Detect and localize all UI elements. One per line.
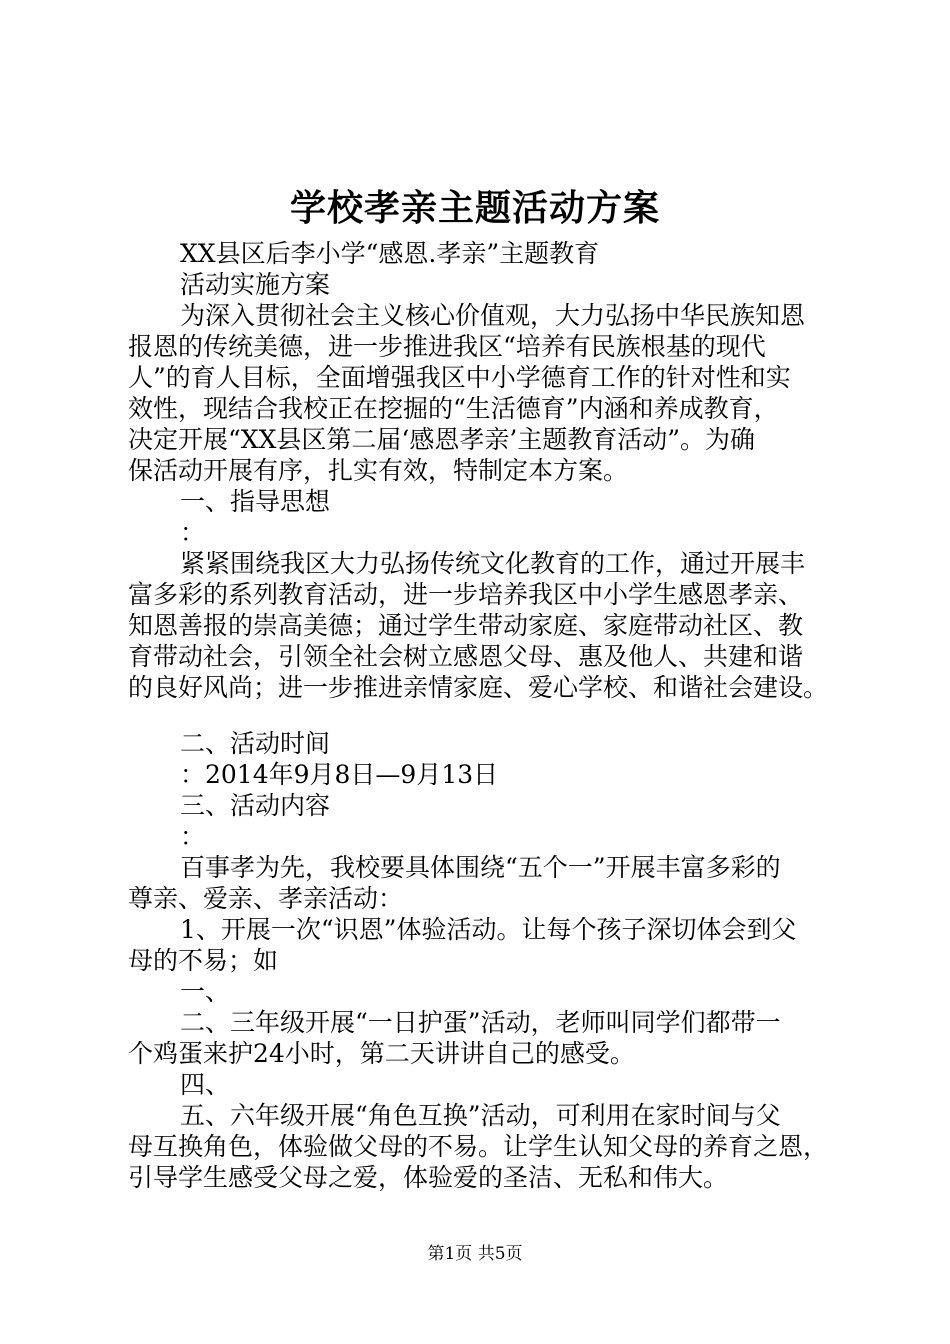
document-title: 学校孝亲主题活动方案	[289, 187, 660, 229]
body-line: ：	[180, 518, 206, 547]
body-line: 报恩的传统美德，进一步推进我区“培养有民族根基的现代	[128, 332, 766, 361]
body-line: 活动实施方案	[180, 270, 331, 299]
body-line: 四、	[180, 1070, 231, 1099]
body-line: 引导学生感受父母之爱，体验爱的圣洁、无私和伟大。	[128, 1163, 729, 1192]
body-line: 百事孝为先，我校要具体围绕“五个一”开展丰富多彩的	[180, 853, 781, 882]
body-line: ：2014年9月8日—9月13日	[180, 760, 499, 789]
body-line: 个鸡蛋来护24小时，第二天讲讲自己的感受。	[128, 1039, 635, 1068]
body-line: 五、六年级开展“角色互换”活动，可利用在家时间与父	[180, 1101, 781, 1130]
body-line: 1、开展一次“识恩”体验活动。让每个孩子深切体会到父	[180, 915, 797, 944]
body-line: 决定开展“XX县区第二届‘感恩孝亲’主题教育活动”。为确	[128, 425, 756, 454]
body-line: 效性，现结合我校正在挖掘的“生活德育”内涵和养成教育，	[128, 394, 779, 423]
body-line: 母的不易；如	[128, 946, 279, 975]
body-line: 保活动开展有序，扎实有效，特制定本方案。	[128, 456, 629, 485]
body-line: 母互换角色，体验做父母的不易。让学生认知父母的养育之恩，	[128, 1132, 829, 1161]
body-line: XX县区后李小学“感恩.孝亲”主题教育	[180, 239, 600, 268]
body-line: 的良好风尚；进一步推进亲情家庭、爱心学校、和谐社会建设。	[128, 673, 829, 702]
section-heading: 二、活动时间	[180, 729, 331, 758]
body-line: 二、三年级开展“一日护蛋”活动，老师叫同学们都带一	[180, 1008, 781, 1037]
body-line: ：	[180, 822, 206, 851]
section-heading: 一、指导思想	[180, 487, 331, 516]
body-line: 为深入贯彻社会主义核心价值观，大力弘扬中华民族知恩	[180, 301, 806, 330]
body-line: 紧紧围绕我区大力弘扬传统文化教育的工作，通过开展丰	[180, 549, 806, 578]
body-line: 一、	[180, 977, 231, 1006]
body-line: 知恩善报的崇高美德；通过学生带动家庭、家庭带动社区、教	[128, 611, 804, 640]
body-line: 人”的育人目标，全面增强我区中小学德育工作的针对性和实	[128, 363, 791, 392]
body-line: 尊亲、爱亲、孝亲活动：	[128, 884, 404, 913]
body-line: 育带动社会，引领全社会树立感恩父母、惠及他人、共建和谐	[128, 642, 804, 671]
page-number-footer: 第1页 共5页	[427, 1244, 523, 1264]
section-heading: 三、活动内容	[180, 791, 331, 820]
body-line: 富多彩的系列教育活动，进一步培养我区中小学生感恩孝亲、	[128, 580, 804, 609]
